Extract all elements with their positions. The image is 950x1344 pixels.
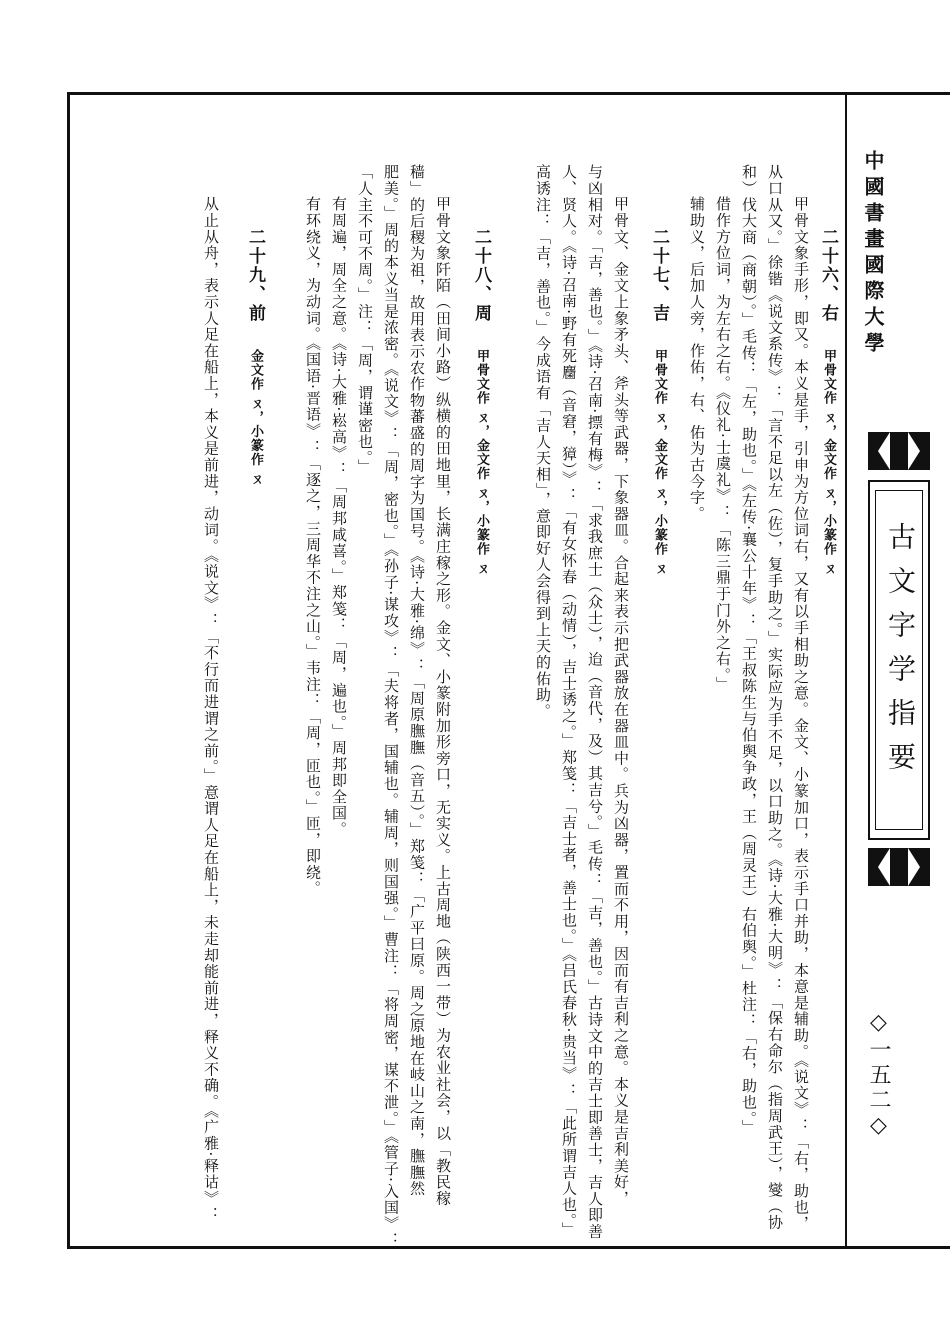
text-column: 肥美。」周的本义当是浓密。《说文》：「周，密也。」《孙子·谋攻》：「夫将者，国辅也。辅周，则国强。」曹注：「将周密，谋不泄。」《管子·入国》： xyxy=(382,164,400,1249)
university-name: 中國書畫國際大學 xyxy=(861,150,885,358)
title-band-bottom xyxy=(868,848,930,886)
book-title-panel xyxy=(868,480,930,840)
page-number: ◇一五二◇ xyxy=(866,1010,891,1141)
text-column: 辅助义，后加人旁，作佑，右、佑为古今字。 xyxy=(688,196,706,522)
entry-heading: 二十九、前 金文作 ㄡ，小篆作 ㄡ xyxy=(245,228,265,486)
sidebar-divider xyxy=(845,92,847,1249)
script-forms: 甲骨文作 ㄡ，金文作 ㄡ，小篆作 ㄡ xyxy=(474,348,489,576)
title-band-top xyxy=(868,432,930,470)
text-column: 穑」的后稷为祖，故用表示农作物蕃盛的周字为国号。《诗·大雅·绵》：「周原膴膴（音五）。」郑笺：「广平曰原。周之原地在岐山之南，膴膴然 xyxy=(408,164,426,1197)
text-column: 人、贤人。《诗·召南·野有死麕（音窘，獐）》：「有女怀春（动情），吉士诱之。」郑笺：「吉士者，善士也。」《吕氏春秋·贵当》：「此所谓吉人也。」 xyxy=(560,164,578,1239)
text-column: 「人主不可不周。」注：「周，谓谨密也。」 xyxy=(356,164,374,475)
script-forms: 甲骨文作 ㄡ，金文作 ㄡ，小篆作 ㄡ xyxy=(652,348,667,576)
text-column: 和）伐大商（商朝）。」毛传：「左，助也。」《左传·襄公十年》：「王叔陈生与伯舆争政，王（周灵王）右伯舆。」杜注：「右，助也。」 xyxy=(740,164,758,1136)
script-forms: 甲骨文作 ㄡ，金文作 ㄡ，小篆作 ㄡ xyxy=(821,348,836,576)
script-forms: 金文作 ㄡ，小篆作 ㄡ xyxy=(248,348,263,486)
text-column: 甲骨文、金文上象矛头、斧头等武器，下象器皿。合起来表示把武器放在器皿中。兵为凶器，置而不用，因而有吉利之意。本义是吉利美好， xyxy=(612,196,630,1207)
entry-heading: 二十八、周 甲骨文作 ㄡ，金文作 ㄡ，小篆作 ㄡ xyxy=(471,228,491,576)
text-column: 与凶相对。「吉，善也。」《诗·召南·摽有梅》：「求我庶士（众士），迨（音代，及）其吉兮。」毛传：「吉，善也。」古诗文中的吉士即善士，吉人即善 xyxy=(586,164,604,1240)
text-column: 高诱注：「吉，善也。」今成语有「吉人天相」，意即好人会得到上天的佑助。 xyxy=(534,164,552,720)
text-column: 借作方位词，为左右之右。《仪礼·士虞礼》：「陈三鼎于门外之右。」 xyxy=(714,196,732,693)
entry-heading: 二十六、右 甲骨文作 ㄡ，金文作 ㄡ，小篆作 ㄡ xyxy=(818,228,838,576)
book-title: 古文字学指要 xyxy=(884,522,917,786)
text-column: 从口从又。」徐锴《说文系传》：「言不足以左（佐），复手助之。」实际应为手不足，以口助之。《诗·大雅·大明》：「保右命尔（指周武王），燮（协 xyxy=(766,164,784,1231)
text-column: 有环绕义，为动词。《国语·晋语》：「逐之，三周华不注之山。」韦注：「周，匝也。」匝，即绕。 xyxy=(304,196,322,897)
text-column: 从止从舟，表示人足在船上，本义是前进，动词。《说文》：「不行而进谓之前。」意谓人足在船上，未走却能前进，释义不确。《广雅·释诂》： xyxy=(202,196,220,1223)
text-column: 甲骨文象阡陌（田间小路）纵横的田地里，长满庄稼之形。金文、小篆附加形旁口，无实义。上古周地（陕西一带）为农业社会，以「教民稼 xyxy=(434,196,452,1207)
text-column: 有周遍，周全之意。《诗·大雅·崧高》：「周邦咸喜。」郑笺：「周，遍也。」周邦即全国。 xyxy=(330,196,348,838)
vertical-text-body xyxy=(72,118,842,1249)
entry-heading: 二十七、吉 甲骨文作 ㄡ，金文作 ㄡ，小篆作 ㄡ xyxy=(649,228,669,576)
text-column: 甲骨文象手形，即又。本义是手，引申为方位词右，又有以手相助之意。金文、小篆加口，表示手口并助，本意是辅助。《说文》：「右，助也， xyxy=(792,196,810,1232)
